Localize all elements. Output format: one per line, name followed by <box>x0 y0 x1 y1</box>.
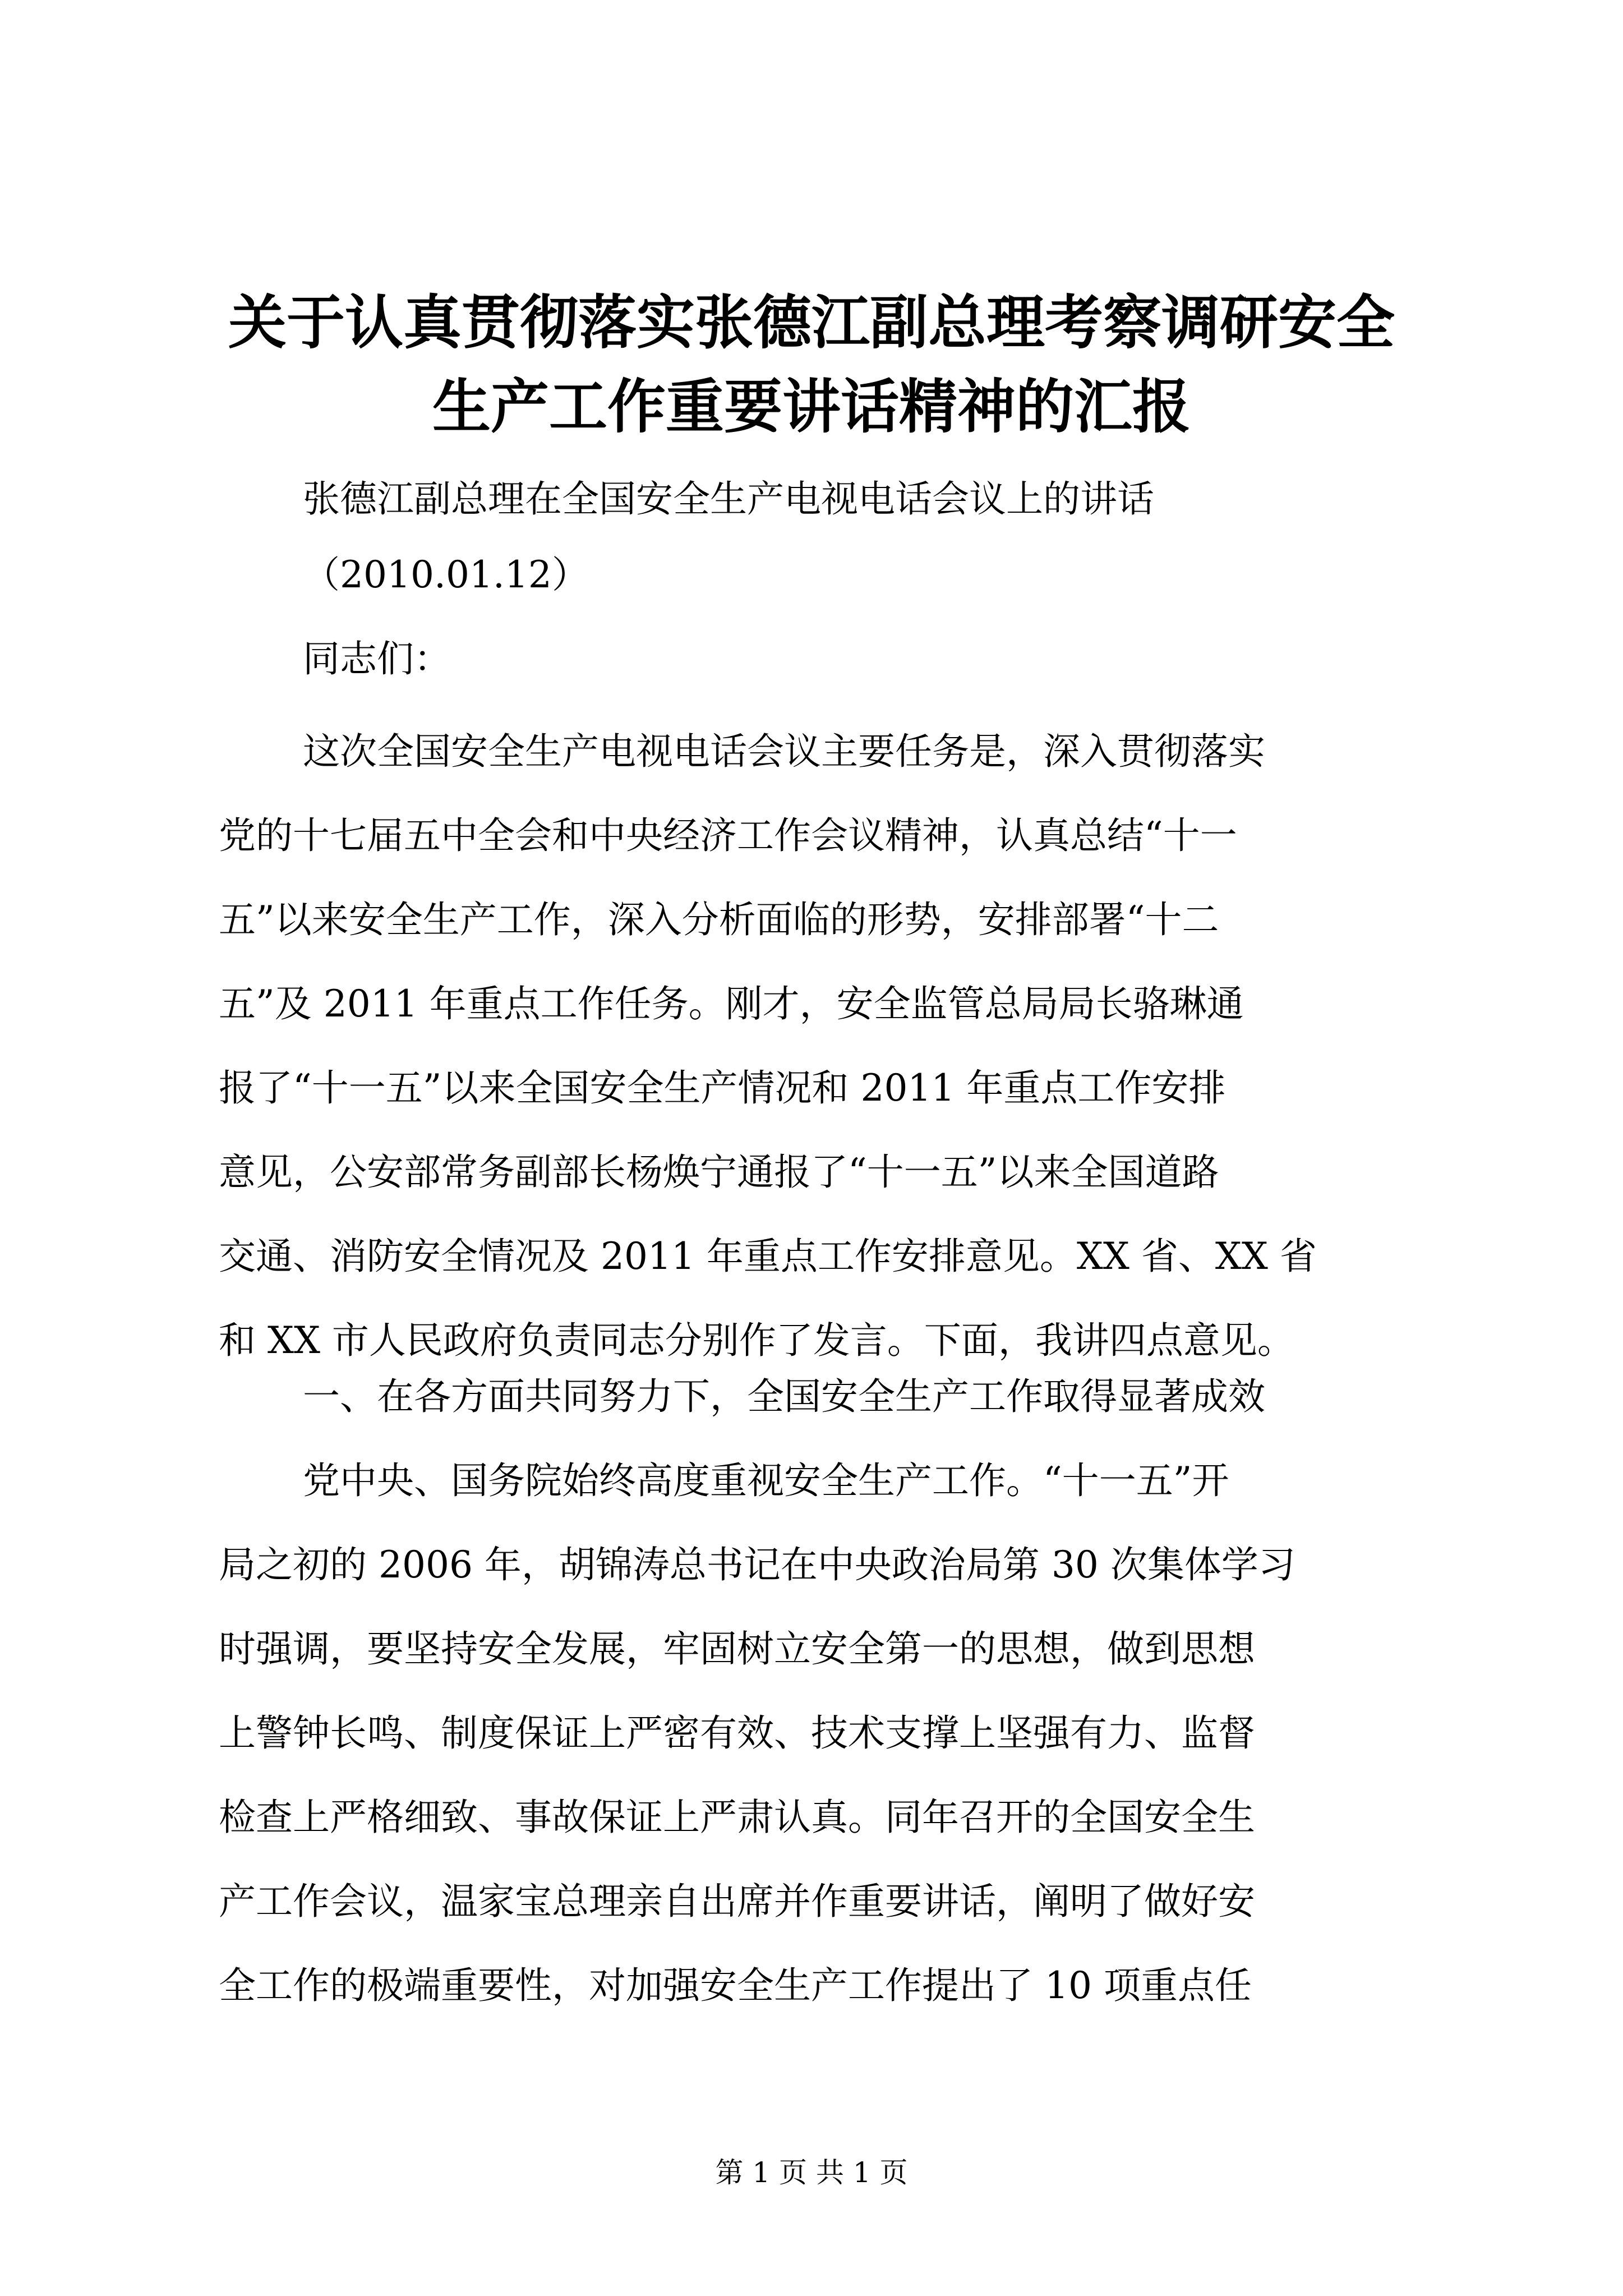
paragraph-line: 意见，公安部常务副部长杨焕宁通报了“十一五”以来全国道路 <box>219 1151 1219 1194</box>
paragraph-section-one <box>219 1439 1413 2028</box>
paragraph-line: 全工作的极端重要性，对加强安全生产工作提出了 10 项重点任 <box>219 1964 1252 2007</box>
paragraph-line: 党的十七届五中全会和中央经济工作会议精神，认真总结“十一 <box>219 814 1237 857</box>
speech-subtitle: 张德江副总理在全国安全生产电视电话会议上的讲话 <box>303 477 1154 521</box>
document-title-line-2: 生产工作重要讲话精神的汇报 <box>432 372 1191 441</box>
paragraph-line: 局之初的 2006 年，胡锦涛总书记在中央政治局第 30 次集体学习 <box>219 1543 1295 1586</box>
paragraph-line: 产工作会议，温家宝总理亲自出席并作重要讲话，阐明了做好安 <box>219 1880 1255 1923</box>
paragraph-line: 党中央、国务院始终高度重视安全生产工作。“十一五”开 <box>303 1459 1229 1502</box>
section-heading: 一、在各方面共同努力下，全国安全生产工作取得显著成效 <box>303 1375 1265 1418</box>
speech-date: （2010.01.12） <box>303 553 589 596</box>
paragraph-line: 五”及 2011 年重点工作任务。刚才，安全监管总局局长骆琳通 <box>219 982 1244 1025</box>
paragraph-line: 交通、消防安全情况及 2011 年重点工作安排意见。XX 省、XX 省 <box>219 1235 1317 1278</box>
salutation: 同志们： <box>303 637 451 680</box>
paragraph-line: 报了“十一五”以来全国安全生产情况和 2011 年重点工作安排 <box>219 1066 1226 1110</box>
document-title-line-1: 关于认真贯彻落实张德江副总理考察调研安全 <box>228 288 1395 357</box>
paragraph-line: 检查上严格细致、事故保证上严肃认真。同年召开的全国安全生 <box>219 1796 1255 1839</box>
paragraph-line: 和 XX 市人民政府负责同志分别作了发言。下面，我讲四点意见。 <box>219 1319 1294 1362</box>
paragraph-line: 上警钟长鸣、制度保证上严密有效、技术支撑上坚强有力、监督 <box>219 1711 1255 1755</box>
paragraph-line: 这次全国安全生产电视电话会议主要任务是，深入贯彻落实 <box>303 730 1265 773</box>
page-footer: 第 1 页 共 1 页 <box>715 2156 908 2189</box>
paragraph-intro <box>219 710 1413 1383</box>
paragraph-line: 五”以来安全生产工作，深入分析面临的形势，安排部署“十二 <box>219 898 1219 941</box>
paragraph-line: 时强调，要坚持安全发展，牢固树立安全第一的思想，做到思想 <box>219 1627 1255 1671</box>
